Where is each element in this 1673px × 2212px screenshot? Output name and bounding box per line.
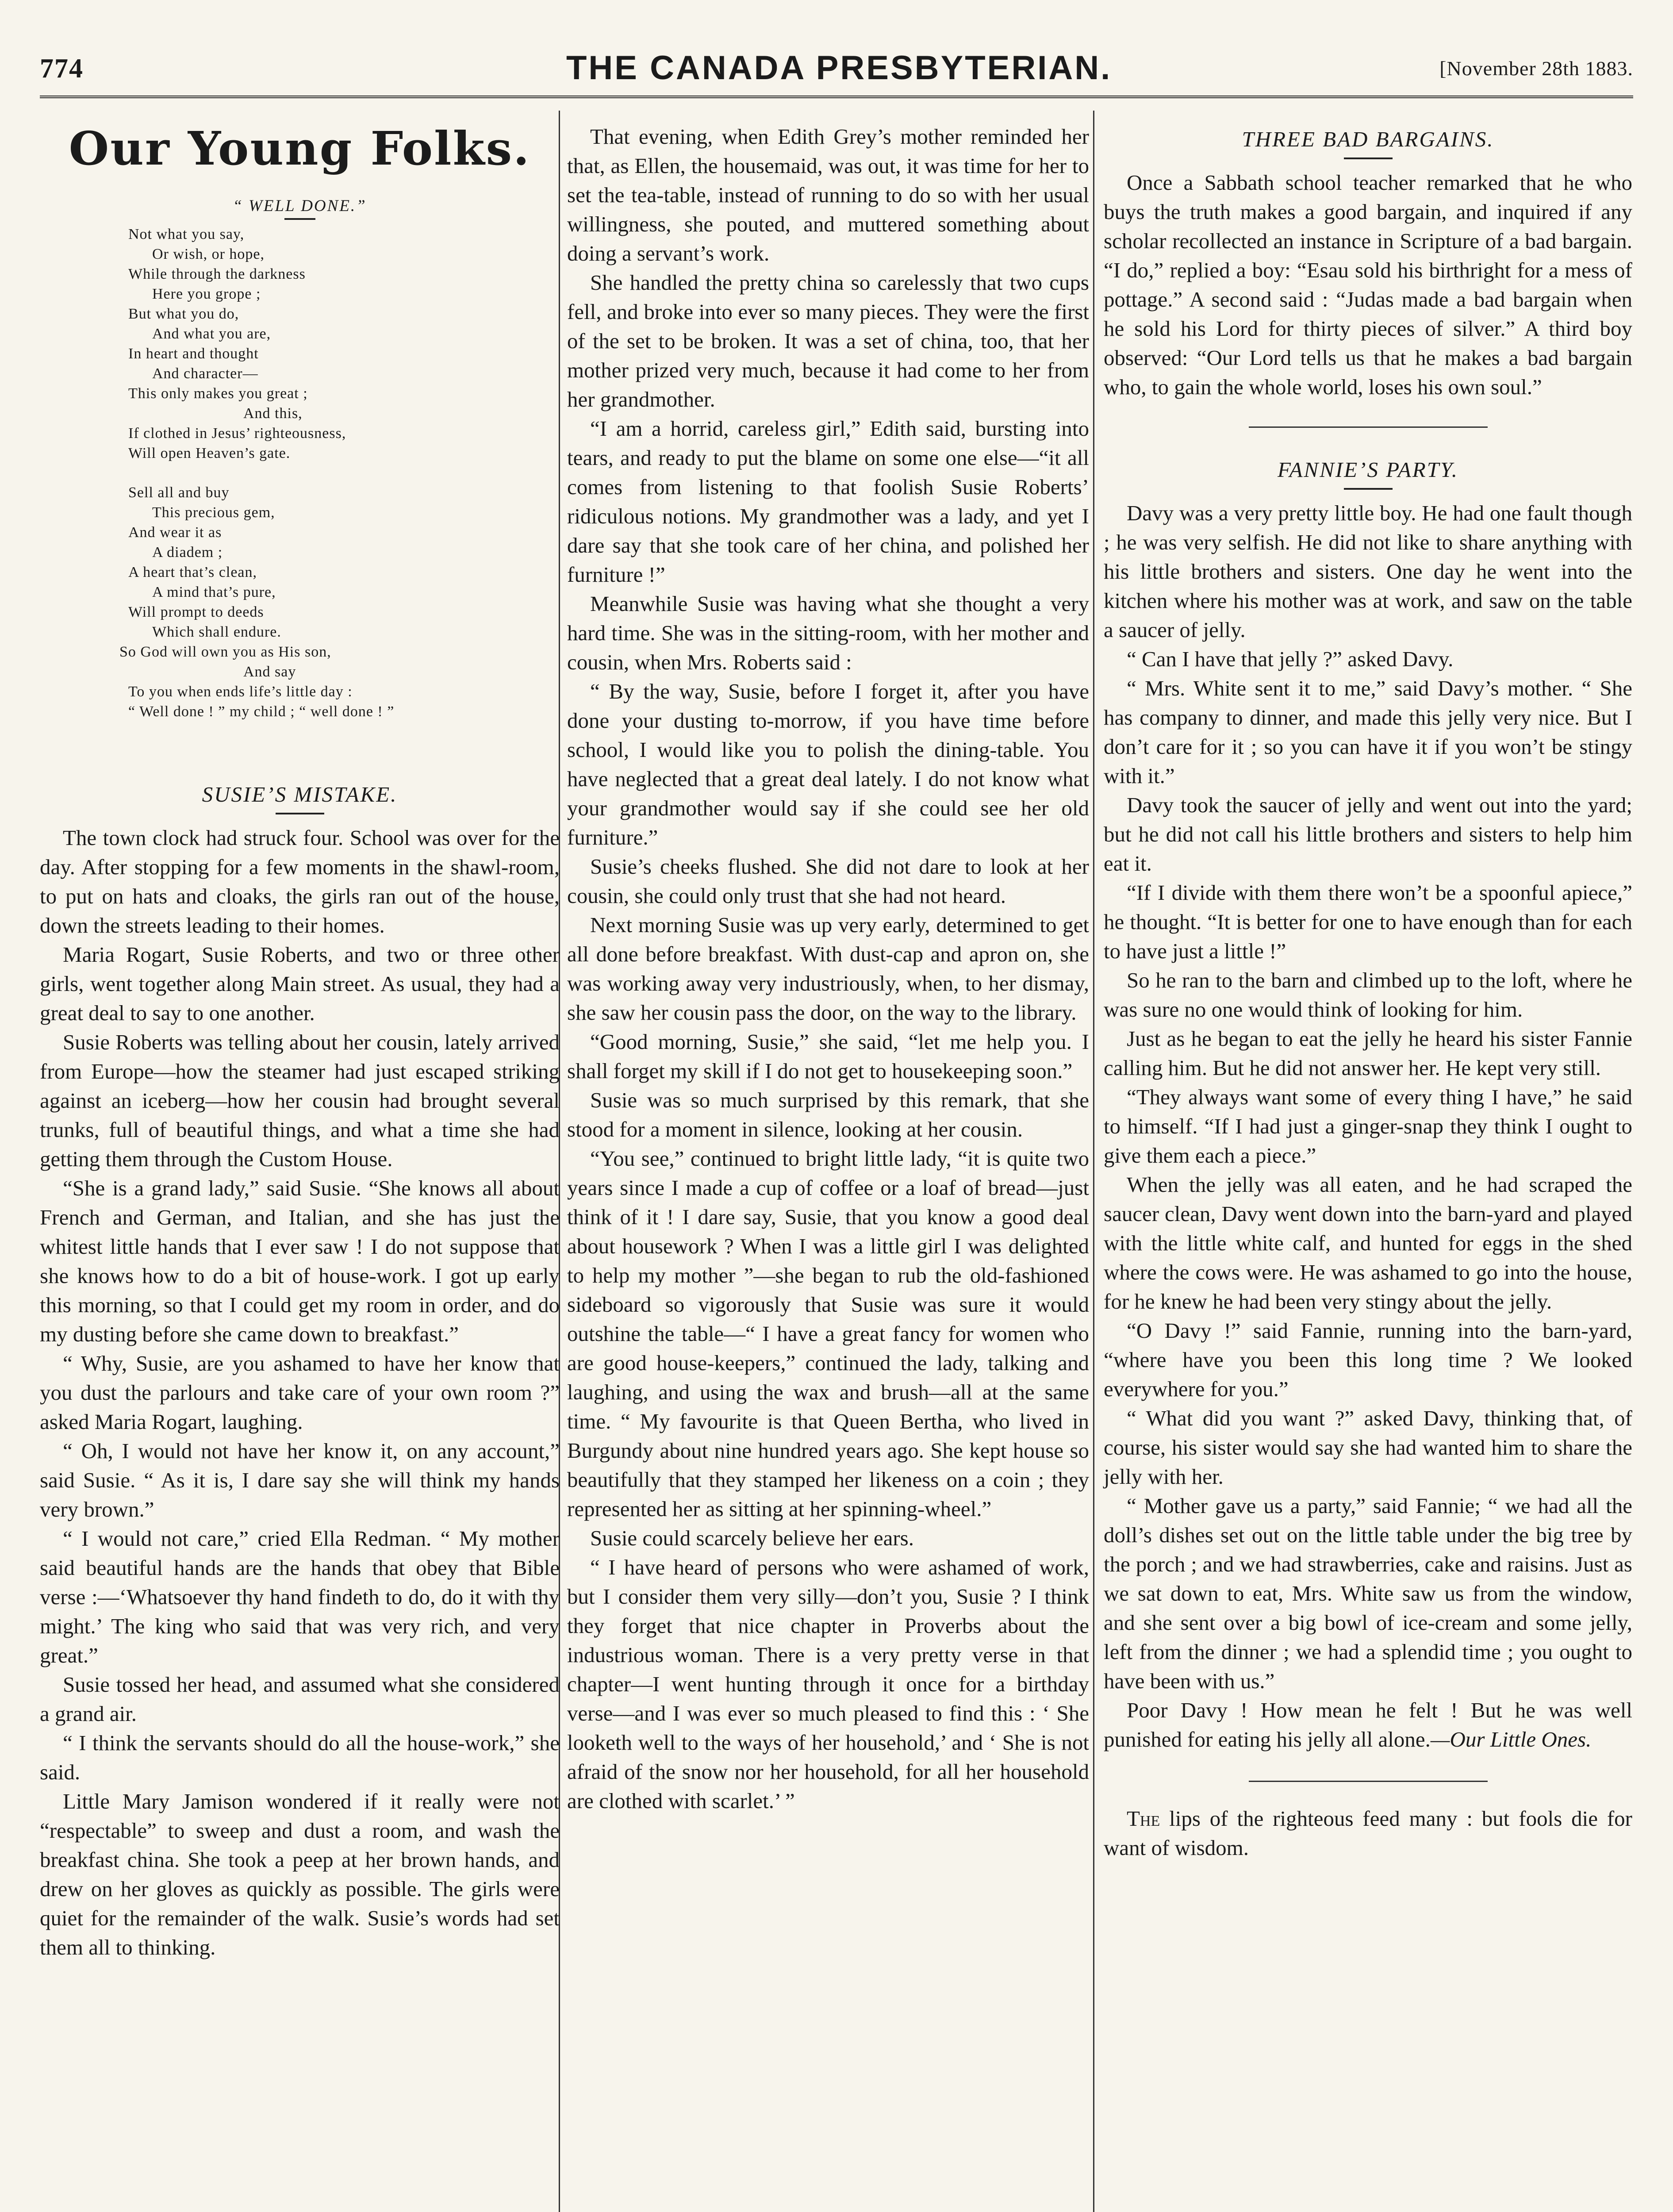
proverb-text: lips of the righteous feed many : but fools die for want of wisdom. xyxy=(1104,1806,1632,1860)
paragraph: Meanwhile Susie was having what she thought a very hard time. She was in the sitting-room, with her mother and cousin, when Mrs. Roberts said : xyxy=(567,591,1089,674)
column-3 xyxy=(1104,104,1632,1863)
poem-line: Will open Heaven’s gate. xyxy=(128,445,291,461)
poem-line: Or wish, or hope, xyxy=(152,246,265,262)
paragraph: She handled the pretty china so carelessly that two cups fell, and broke into ever so many pieces. They were the first of the set to be broken. It was a set of china, too, that her mother prized very much, because it had come to her from her grandmother. xyxy=(567,270,1089,411)
short-rule xyxy=(276,813,324,814)
poem-line: To you when ends life’s little day : xyxy=(128,684,353,700)
paragraph: “O Davy !” said Fannie, running into the barn-yard, “where have you been this long time ? We looked everywhere for you.” xyxy=(1104,1318,1632,1401)
column-divider xyxy=(1093,111,1094,2212)
poem-line: And say xyxy=(243,664,296,680)
paragraph: Davy took the saucer of jelly and went out into the yard; but he did not call his little brothers and sisters to help him eat it. xyxy=(1104,793,1632,876)
paragraph: “ Mother gave us a party,” said Fannie; “ we had all the doll’s dishes set out on the little table under the big tree by the porch ; and we had strawberries, cake and raisins. Just as we sat down to eat, Mrs. White saw us from the window, and she sent over a big bowl of ice-cream and some jelly, left from the dinner ; we had a splendid time ; you ought to have been with us.” xyxy=(1104,1494,1632,1693)
poem-line: So God will own you as His son, xyxy=(119,644,331,660)
page-number: 774 xyxy=(40,54,84,84)
paragraph: “Good morning, Susie,” she said, “let me help you. I shall forget my skill if I do not get to housekeeping soon.” xyxy=(567,1029,1089,1083)
proverb-lead: The xyxy=(1127,1806,1160,1831)
paragraph: “ By the way, Susie, before I forget it, after you have done your dusting to-morrow, if you have time before school, I would like you to polish the dining-table. You have neglected that a great deal lately. I do not know what your grandmother would say if she could see her old furniture.” xyxy=(567,679,1089,849)
story-title: SUSIE’S MISTAKE. xyxy=(202,782,398,806)
paragraph: “ I would not care,” cried Ella Redman. “ My mother said beautiful hands are the hands that obey that Bible verse :—‘Whatsoever thy hand findeth to do, do it with thy might.’ The king who said that was very rich, and very great.” xyxy=(40,1526,560,1667)
masthead-rule xyxy=(40,96,1633,98)
proverb xyxy=(1104,1804,1632,1863)
newspaper-title: THE CANADA PRESBYTERIAN. xyxy=(566,49,1112,87)
poem-line: Here you grope ; xyxy=(152,286,261,302)
paragraph: “I am a horrid, careless girl,” Edith said, bursting into tears, and ready to put the blame on some one else—“it all comes from listening to that foolish Susie Roberts’ ridiculous notions. My grandmother was a lady, and yet I dare say that she took care of her china, and polished her furniture !” xyxy=(567,416,1089,587)
paragraph: Susie Roberts was telling about her cousin, lately arrived from Europe—how the steamer had just escaped striking against an iceberg—how her cousin had brought several trunks, full of beautiful things, and what a time she had getting them through the Custom House. xyxy=(40,1030,560,1171)
paragraph: “ Why, Susie, are you ashamed to have her know that you dust the parlours and take care of your own room ?” asked Maria Rogart, laughing. xyxy=(40,1351,560,1434)
paragraph: “ Can I have that jelly ?” asked Davy. xyxy=(1127,647,1454,671)
column-2 xyxy=(567,104,1089,1816)
paragraph-text: Poor Davy ! How mean he felt ! But he was well punished for eating his jelly all alone. xyxy=(1104,1698,1632,1751)
paragraph: “ Oh, I would not have her know it, on any account,” said Susie. “ As it is, I dare say she will think my hands very brown.” xyxy=(40,1439,560,1521)
paragraph: Next morning Susie was up very early, determined to get all done before breakfast. With dust-cap and apron on, she was working away very industriously, when, to her dismay, she saw her cousin pass the door, on the way to the library. xyxy=(567,913,1089,1025)
poem-line: In heart and thought xyxy=(128,346,259,362)
poem-line: Will prompt to deeds xyxy=(128,604,264,620)
poem-line: But what you do, xyxy=(128,306,239,322)
poem-line: A mind that’s pure, xyxy=(152,584,276,600)
paragraph: Once a Sabbath school teacher remarked that he who buys the truth makes a good bargain, and inquired if any scholar recollected an instance in Scripture of a bad bargain. “I do,” replied a boy: “Esau sold his birthright for a mess of pottage.” A second said : “Judas made a bad bargain when he sold his Lord for thirty pieces of silver.” A third boy observed: “Our Lord tells us that he makes a bad bargain who, to gain the whole world, loses his own soul.” xyxy=(1104,170,1632,399)
paragraph: Susie tossed her head, and assumed what she considered a grand air. xyxy=(40,1672,560,1726)
paragraph: Susie could scarcely believe her ears. xyxy=(590,1526,914,1550)
paragraph: The town clock had struck four. School was over for the day. After stopping for a few moments in the shawl-room, to put on hats and cloaks, the girls ran out of the house, down the streets leading to their homes. xyxy=(40,826,560,937)
section-rule xyxy=(1249,1781,1488,1782)
story-title: FANNIE’S PARTY. xyxy=(1278,457,1458,482)
poem-line: And what you are, xyxy=(152,326,271,342)
paragraph: “ Mrs. White sent it to me,” said Davy’s mother. “ She has company to dinner, and made this jelly very nice. But I don’t care for it ; so you can have it if you won’t be stingy with it.” xyxy=(1104,676,1632,788)
poem-line: A diadem ; xyxy=(152,544,223,561)
poem-line: Not what you say, xyxy=(128,226,245,242)
poem-line: “ Well done ! ” my child ; “ well done ! ” xyxy=(128,703,395,720)
paragraph: Maria Rogart, Susie Roberts, and two or three other girls, went together along Main street. As usual, they had a great deal to say to one another. xyxy=(40,942,560,1025)
poem-line: This only makes you great ; xyxy=(128,385,308,402)
poem-line: And wear it as xyxy=(128,524,222,541)
masthead xyxy=(0,0,1673,102)
short-rule xyxy=(1344,157,1393,159)
paragraph: When the jelly was all eaten, and he had scraped the saucer clean, Davy went down into the barn-yard and played with the little white calf, and hunted for eggs in the shed where the cows were. He was ashamed to go into the house, for he knew he had been very stingy about the jelly. xyxy=(1104,1172,1632,1313)
issue-date: [November 28th 1883. xyxy=(1439,57,1633,80)
paragraph xyxy=(1104,1696,1632,1754)
poem-title: “ WELL DONE.” xyxy=(233,197,367,215)
poem-line: Which shall endure. xyxy=(152,624,281,640)
paragraph: “ I think the servants should do all the house-work,” she said. xyxy=(40,1731,560,1784)
paragraph: Susie’s cheeks flushed. She did not dare to look at her cousin, she could only trust that she had not heard. xyxy=(567,854,1089,908)
paragraph: “They always want some of every thing I have,” he said to himself. “If I had just a ginger-snap they think I ought to give them each a piece.” xyxy=(1104,1085,1632,1167)
poem-line: And character— xyxy=(152,365,258,382)
paragraph: Little Mary Jamison wondered if it really were not “respectable” to sweep and dust a room, and wash the breakfast china. She took a peep at her brown hands, and drew on her gloves as quickly as possible. The girls were quiet for the remainder of the walk. Susie’s words had set them all to thinking. xyxy=(40,1789,560,1959)
source-attribution: —Our Little Ones. xyxy=(1430,1727,1592,1751)
story-title: THREE BAD BARGAINS. xyxy=(1242,127,1494,151)
short-rule xyxy=(284,218,315,220)
paragraph: So he ran to the barn and climbed up to the loft, where he was sure no one would think of looking for him. xyxy=(1104,968,1632,1022)
paragraph: Davy was a very pretty little boy. He had one fault though ; he was very selfish. He did not like to share anything with his little brothers and sisters. One day he went into the kitchen where his mother was at work, and saw on the table a saucer of jelly. xyxy=(1104,501,1632,642)
section-heading: Our Young Folks. xyxy=(69,121,531,176)
poem-line: And this, xyxy=(243,405,303,422)
short-rule xyxy=(1344,488,1393,490)
paragraph: That evening, when Edith Grey’s mother reminded her that, as Ellen, the housemaid, was out, it was time for her to set the tea-table, instead of running to do so with her usual willingness, she pouted, and muttered something about doing a servant’s work. xyxy=(567,124,1089,265)
poem-line: Sell all and buy xyxy=(128,484,230,501)
section-rule xyxy=(1249,426,1488,428)
paragraph: “If I divide with them there won’t be a spoonful apiece,” he thought. “It is better for one to have enough than for each to have just a little !” xyxy=(1104,880,1632,963)
paragraph: “ I have heard of persons who were ashamed of work, but I consider them very silly—don’t you, Susie ? I think they forget that nice chapter in Proverbs about the industrious woman. There is a very pretty verse in that chapter—I went hunting through it once for a birthday verse—and I was ever so much pleased to find this : ‘ She looketh well to the ways of her household,’ and ‘ She is not afraid of the snow nor her household, for all her household are clothed with scarlet.’ ” xyxy=(567,1555,1089,1813)
paragraph: “ What did you want ?” asked Davy, thinking that, of course, his sister would say she had wanted him to share the jelly with her. xyxy=(1104,1406,1632,1489)
paragraph: Just as he began to eat the jelly he heard his sister Fannie calling him. But he did not answer her. He kept very still. xyxy=(1104,1026,1632,1080)
poem xyxy=(119,224,560,722)
poem-line: This precious gem, xyxy=(152,504,275,521)
paragraph: Susie was so much surprised by this remark, that she stood for a moment in silence, looking at her cousin. xyxy=(567,1088,1089,1141)
column-1 xyxy=(40,104,560,1962)
poem-line: While through the darkness xyxy=(128,266,306,282)
paragraph: “She is a grand lady,” said Susie. “She knows all about French and German, and Italian, and she has just the whitest little hands that I ever saw ! I do not suppose that she knows how to do a bit of house-work. I got up early this morning, so that I could get my room in order, and do my dusting before she came down to breakfast.” xyxy=(40,1176,560,1346)
paragraph: “You see,” continued to bright little lady, “it is quite two years since I made a cup of coffee or a loaf of bread—just think of it ! I dare say, Susie, that you know a good deal about housework ? When I was a little girl I was delighted to help my mother ”—she began to rub the old-fashioned sideboard so vigorously that Susie was sure it would outshine the table—“ I have a great fancy for women who are good house-keepers,” continued the lady, talking and laughing, and using the wax and brush—all at the same time. “ My favourite is that Queen Bertha, who lived in Burgundy about nine hundred years ago. She kept house so beautifully that they stamped her likeness on a coin ; they represented her as sitting at her spinning-wheel.” xyxy=(567,1146,1089,1521)
poem-line: If clothed in Jesus’ righteousness, xyxy=(128,425,346,442)
poem-line: A heart that’s clean, xyxy=(128,564,257,580)
